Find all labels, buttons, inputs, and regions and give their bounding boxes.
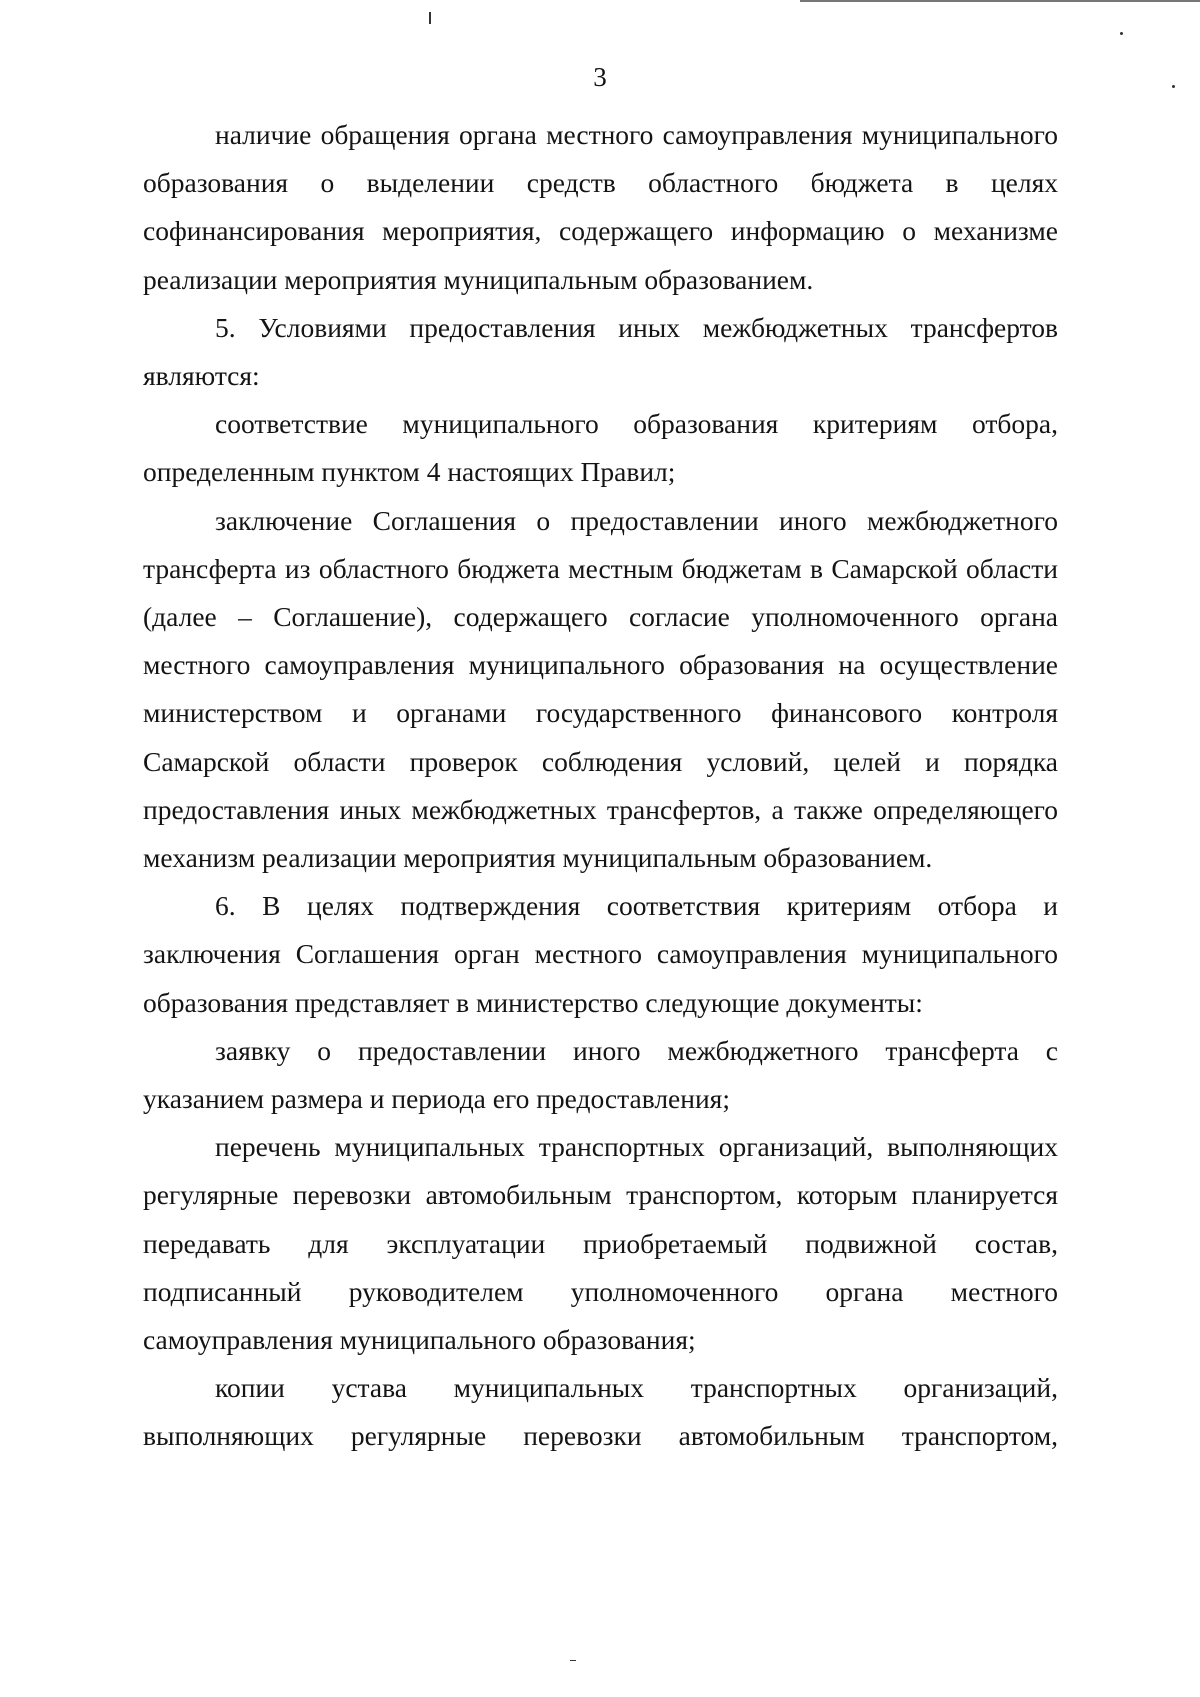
paragraph-6-documents: 6. В целях подтверждения соответствия критериям отбора и заключения Соглашения орган местного самоуправления муниципального образования представляет в министерство следующие документы:	[143, 890, 1058, 1018]
paragraph-appeal-criterion: наличие обращения органа местного самоуправления муниципального образования о выделении средств областного бюджета в целях софинансирования мероприятия, содержащего информацию о механизме реализации мероприятия муниципальным образованием.	[143, 119, 1058, 295]
scan-mark-bottom	[570, 1660, 576, 1661]
scan-mark-top	[429, 12, 431, 24]
scan-mark-top-line	[800, 0, 1200, 2]
scan-mark-top-right	[1120, 32, 1123, 35]
page-number: 3	[593, 62, 607, 92]
paragraph-agreement-conclusion: заключение Соглашения о предоставлении иного межбюджетного трансферта из областного бюджета местным бюджетам в Самарской области (далее – Соглашение), содержащего согласие уполномоченного органа местного самоуправления муниципального образования на осуществление министерством и органами государственного финансового контроля Самарской области проверок соблюдения условий, целей и порядка предоставления иных межбюджетных трансфертов, а также определяющего механизм реализации мероприятия муниципальным образованием.	[143, 504, 1058, 874]
document-body	[143, 111, 1058, 1461]
paragraph-charter-copies: копии устава муниципальных транспортных организаций, выполняющих регулярные перевозки автомобильным транспортом,	[143, 1372, 1058, 1452]
paragraph-organizations-list: перечень муниципальных транспортных организаций, выполняющих регулярные перевозки автомобильным транспортом, которым планируется передавать для эксплуатации приобретаемый подвижной состав, подписанный руководителем уполномоченного органа местного самоуправления муниципального образования;	[143, 1131, 1058, 1356]
paragraph-compliance-criteria: соответствие муниципального образования критериям отбора, определенным пунктом 4 настоящих Правил;	[143, 408, 1058, 488]
paragraph-application: заявку о предоставлении иного межбюджетного трансферта с указанием размера и периода его предоставления;	[143, 1034, 1058, 1115]
paragraph-5-conditions: 5. Условиями предоставления иных межбюджетных трансфертов являются:	[143, 311, 1058, 392]
